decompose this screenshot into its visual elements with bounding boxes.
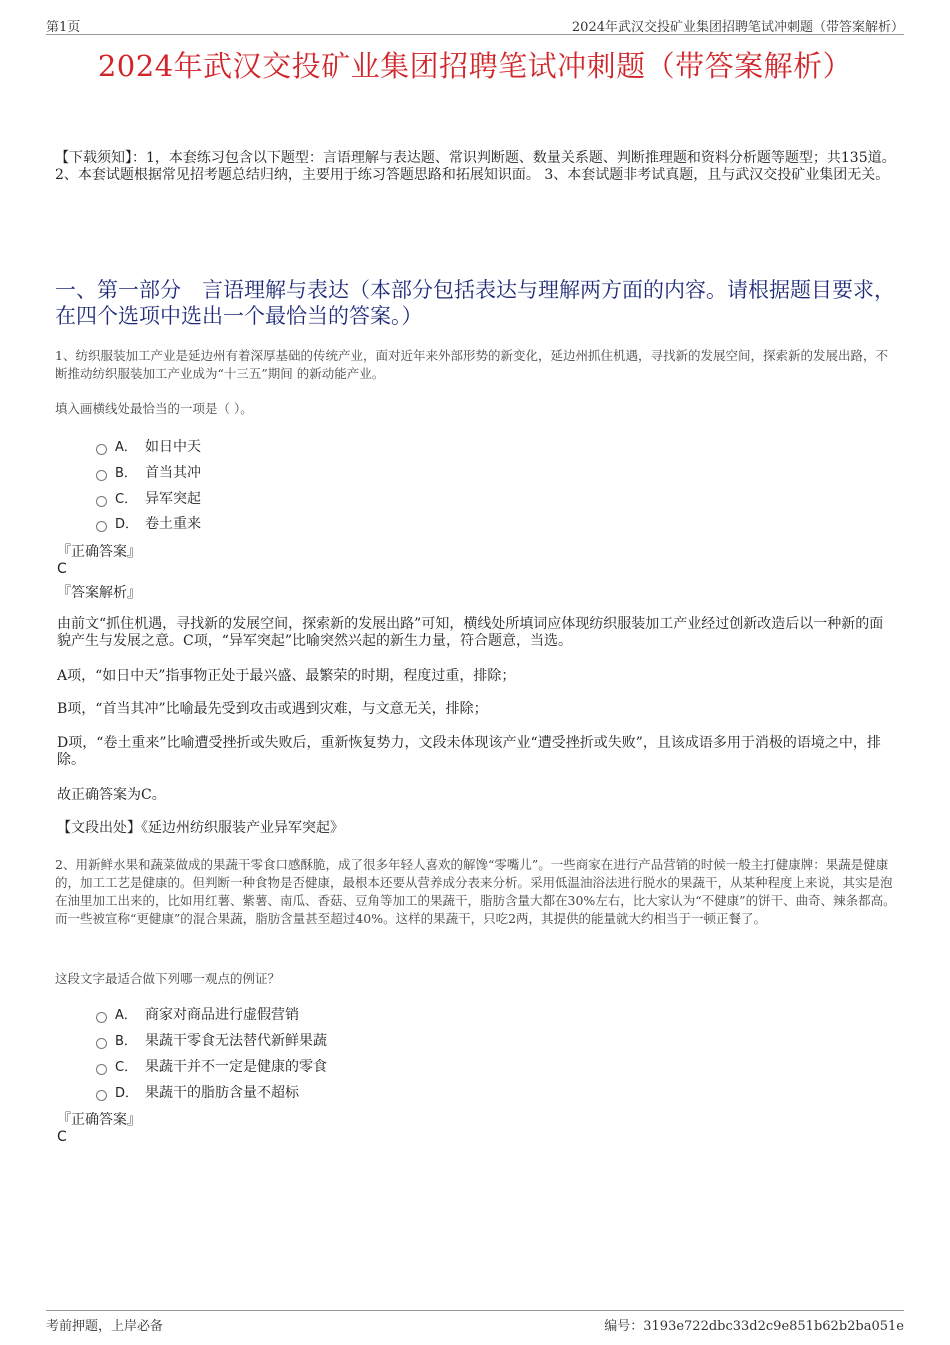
q2-answer-label: 『正确答案』: [57, 1112, 141, 1128]
option-text: 卷土重来: [145, 516, 201, 532]
q1-source: 【文段出处】《延边州纺织服装产业异军突起》: [57, 820, 344, 836]
option-key: C．: [115, 1060, 138, 1075]
q2-option-d[interactable]: [96, 1082, 299, 1102]
page-footer: [46, 1310, 904, 1335]
option-key: B．: [115, 466, 137, 481]
q1-analysis-label: 『答案解析』: [57, 585, 141, 601]
option-text: 如日中天: [145, 439, 201, 455]
q1-option-c[interactable]: [96, 488, 201, 508]
option-text: 首当其冲: [145, 465, 201, 481]
option-key: C．: [115, 492, 138, 507]
page-header: [46, 14, 904, 35]
option-text: 果蔬干零食无法替代新鲜果蔬: [145, 1033, 327, 1049]
q1-analysis-paragraph: A项，“如日中天”指事物正处于最兴盛、最繁荣的时期，程度过重，排除；: [57, 668, 516, 684]
option-key: A．: [115, 440, 137, 455]
section-heading: 一、第一部分 言语理解与表达（本部分包括表达与理解两方面的内容。请根据题目要求，在四个选项中选出一个最恰当的答案。）: [55, 278, 895, 328]
question-1-prompt: 填入画横线处最恰当的一项是（ ）。: [55, 401, 253, 416]
radio-icon[interactable]: [96, 1090, 107, 1101]
q2-option-b[interactable]: [96, 1030, 327, 1050]
q1-analysis-paragraph: 由前文“抓住机遇，寻找新的发展空间，探索新的发展出路”可知，横线处所填词应体现纺织服装加工产业经过创新改造后以一种新的面貌产生与发展之意。C项，“异军突起”比喻突然兴起的新生力量，符合题意，当选。: [57, 616, 884, 649]
option-text: 商家对商品进行虚假营销: [145, 1007, 299, 1023]
download-notice: 【下载须知】：1，本套练习包含以下题型：言语理解与表达题、常识判断题、数量关系题、判断推理题和资料分析题等题型；共135道。 2、本套试题根据常见招考题总结归纳，主要用于练习答题思路和拓展知识面。 3、本套试题非考试真题，且与武汉交投矿业集团无关。: [55, 150, 896, 183]
question-2-prompt: 这段文字最适合做下列哪一观点的例证？: [55, 971, 281, 986]
q2-answer: C: [57, 1129, 67, 1145]
option-text: 异军突起: [145, 491, 201, 507]
q1-analysis-paragraph: 故正确答案为C。: [57, 787, 166, 803]
question-2-text: 2、用新鲜水果和蔬菜做成的果蔬干零食口感酥脆，成了很多年轻人喜欢的解馋“零嘴儿”。一些商家在进行产品营销的时候一般主打健康牌：果蔬是健康的，加工工艺是健康的。但判断一种食物是否健康，最根本还要从营养成分表来分析。采用低温油浴法进行脱水的果蔬干，从某种程度上来说，其实是泡在油里加工出来的，比如用红薯、紫薯、南瓜、香菇、豆角等加工的果蔬干，脂肪含量大都在30%左右，比大家认为“不健康”的饼干、曲奇、辣条都高。而一些被宣称“更健康”的混合果蔬，脂肪含量甚至超过40%。这样的果蔬干，只吃2两，其提供的能量就大约相当于一顿正餐了。: [55, 857, 896, 926]
option-key: D．: [115, 517, 139, 532]
page-number: 第1页: [46, 20, 81, 35]
q2-option-c[interactable]: [96, 1056, 327, 1076]
q1-analysis-paragraph: B项，“首当其冲”比喻最先受到攻击或遇到灾难，与文意无关，排除；: [57, 701, 488, 717]
radio-icon[interactable]: [96, 496, 107, 507]
option-key: A．: [115, 1008, 137, 1023]
radio-icon[interactable]: [96, 521, 107, 532]
q1-analysis-paragraph: D项，“卷土重来”比喻遭受挫折或失败后，重新恢复势力，文段未体现该产业“遭受挫折或失败”，且该成语多用于消极的语境之中，排除。: [57, 735, 881, 768]
radio-icon[interactable]: [96, 1064, 107, 1075]
option-key: B．: [115, 1034, 137, 1049]
question-1-text: 1、纺织服装加工产业是延边州有着深厚基础的传统产业，面对近年来外部形势的新变化，延边州抓住机遇，寻找新的发展空间，探索新的发展出路，不断推动纺织服装加工产业成为“十三五”期间 的新动能产业。: [55, 348, 888, 381]
header-doc-title: 2024年武汉交投矿业集团招聘笔试冲刺题（带答案解析）: [571, 20, 904, 35]
q1-option-b[interactable]: [96, 462, 201, 482]
q1-answer: C: [57, 561, 67, 577]
radio-icon[interactable]: [96, 1012, 107, 1023]
option-text: 果蔬干并不一定是健康的零食: [145, 1059, 327, 1075]
q1-option-a[interactable]: [96, 436, 201, 456]
radio-icon[interactable]: [96, 444, 107, 455]
option-key: D．: [115, 1086, 139, 1101]
option-text: 果蔬干的脂肪含量不超标: [145, 1085, 299, 1101]
document-title: 2024年武汉交投矿业集团招聘笔试冲刺题（带答案解析）: [97, 49, 853, 83]
q1-option-d[interactable]: [96, 513, 201, 533]
footer-serial: 编号：3193e722dbc33d2c9e851b62b2ba051e: [604, 1319, 904, 1334]
q2-option-a[interactable]: [96, 1004, 299, 1024]
radio-icon[interactable]: [96, 1038, 107, 1049]
footer-slogan: 考前押题，上岸必备: [46, 1319, 164, 1334]
q1-answer-label: 『正确答案』: [57, 544, 141, 560]
radio-icon[interactable]: [96, 470, 107, 481]
